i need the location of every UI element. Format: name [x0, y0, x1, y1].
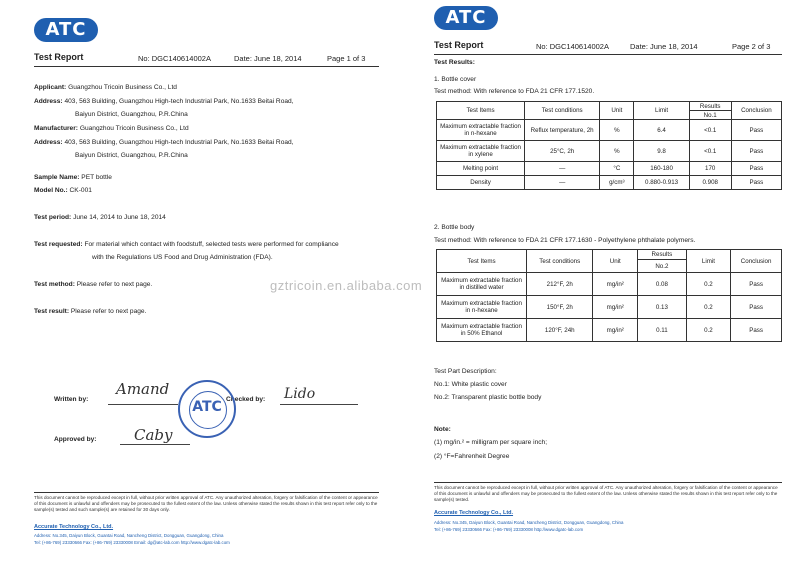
- table1-header-cell: Conclusion: [731, 102, 781, 120]
- table-cell: %: [600, 120, 634, 141]
- footer-disclaimer: This document cannot be reproduced except in full, without prior written approval of ATC. Any unauthorized alteration, forgery or falsification of the content or appearance of this document is unlawful and offenders may be prosecuted to the fullest extent of the law. Unless otherwise stated the results shown in this test report refer only to the sample(s) tested and such sample(s) are retained for 30 days only.: [34, 495, 378, 512]
- table-cell: Pass: [731, 120, 781, 141]
- report-page-2: [418, 0, 798, 563]
- table-cell: 0.13: [638, 296, 687, 319]
- atc-logo-2: ATC: [434, 6, 498, 30]
- table2-header-cell: Unit: [593, 250, 638, 273]
- section1-method: Test method: With reference to FDA 21 CFR 177.1520.: [434, 88, 595, 95]
- table-cell: 0.2: [686, 319, 731, 342]
- report-number-2: No: DGC140614002A: [536, 42, 609, 51]
- part-description-heading: Test Part Description:: [434, 368, 497, 375]
- table-row: [437, 273, 782, 296]
- table2-header-cell: Test Items: [437, 250, 527, 273]
- table-cell: %: [600, 141, 634, 162]
- table-cell: 120°F, 24h: [527, 319, 593, 342]
- footer-contact: Tel: (+86-769) 23330666 Fax: (+86-769) 23330008 Email: dg@atc-lab.com http://www.dgatc-lab.com: [34, 540, 230, 545]
- approved-by-signature: Caby: [134, 426, 173, 444]
- table1-header-cell: Unit: [600, 102, 634, 120]
- report-title: Test Report: [34, 52, 84, 62]
- report-date: Date: June 18, 2014: [234, 54, 302, 63]
- footer-divider-2: [434, 482, 782, 483]
- table-cell: 0.11: [638, 319, 687, 342]
- table-cell: Pass: [731, 296, 782, 319]
- report-title-2: Test Report: [434, 40, 484, 50]
- section2-method: Test method: With reference to FDA 21 CFR 177.1630 - Polyethylene phthalate polymers.: [434, 237, 696, 244]
- manufacturer-address-line2: Baiyun District, Guangzhou, P.R.China: [75, 152, 188, 159]
- table2-header-cell: Conclusion: [731, 250, 782, 273]
- table-bottle-cover: [436, 101, 782, 190]
- test-requested-row: Test requested: For material which contact with foodstuff, selected tests were performed for compliance: [34, 241, 339, 248]
- table-row: [437, 319, 782, 342]
- footer-address: Address: No.345, Daiyun Block, Guantai Road, Nancheng District, Dongguan, Guangdong, China: [34, 533, 224, 538]
- applicant-address-row: Address: 403, 563 Building, Guangzhou High-tech Industrial Park, No.1633 Beitai Road,: [34, 98, 294, 105]
- part-description-2: No.2: Transparent plastic bottle body: [434, 394, 542, 401]
- table-cell: 9.8: [634, 141, 689, 162]
- table2-header-cell: Results: [638, 250, 687, 260]
- table1-header-cell: Limit: [634, 102, 689, 120]
- applicant-row: Applicant: Guangzhou Tricoin Business Co., Ltd: [34, 84, 177, 91]
- table-cell: Reflux temperature, 2h: [525, 120, 600, 141]
- page-number-2: Page 2 of 3: [732, 42, 771, 51]
- table-cell: Density: [437, 176, 525, 190]
- footer-contact-2: Tel: (+86-769) 23330666 Fax: (+86-769) 23330008 http://www.dgatc-lab.com: [434, 527, 584, 532]
- test-period-row: Test period: June 14, 2014 to June 18, 2014: [34, 214, 166, 221]
- approved-by-line: [120, 444, 190, 445]
- sample-name-row: Sample Name: PET bottle: [34, 174, 112, 181]
- table-cell: mg/in²: [593, 296, 638, 319]
- approved-by-label: Approved by:: [54, 436, 97, 443]
- table-cell: 0.08: [638, 273, 687, 296]
- table-cell: <0.1: [689, 120, 731, 141]
- applicant-address-line2: Baiyun District, Guangzhou, P.R.China: [75, 111, 188, 118]
- table-cell: —: [525, 162, 600, 176]
- table1-header-cell: Test conditions: [525, 102, 600, 120]
- table-cell: 170: [689, 162, 731, 176]
- part-description-1: No.1: White plastic cover: [434, 381, 507, 388]
- table-cell: mg/in²: [593, 319, 638, 342]
- footer-company: Accurate Technology Co., Ltd.: [34, 524, 114, 530]
- table-cell: Maximum extractable fraction in distilled water: [437, 273, 527, 296]
- table-cell: Maximum extractable fraction in 50% Ethanol: [437, 319, 527, 342]
- table-cell: 212°F, 2h: [527, 273, 593, 296]
- table-cell: 160-180: [634, 162, 689, 176]
- section1-title: 1. Bottle cover: [434, 76, 477, 83]
- checked-by-line: [280, 404, 358, 405]
- written-by-signature: Amand: [116, 380, 170, 398]
- table-cell: Pass: [731, 273, 782, 296]
- table2-header-cell: Limit: [686, 250, 731, 273]
- checked-by-signature: Lido: [284, 386, 316, 402]
- test-result-row: Test result: Please refer to next page.: [34, 308, 147, 315]
- written-by-line: [108, 404, 178, 405]
- table1-header-cell: No.1: [689, 111, 731, 120]
- atc-logo: ATC: [34, 18, 98, 42]
- note-heading: Note:: [434, 426, 451, 433]
- company-seal-stamp: [178, 380, 236, 438]
- header-divider: [34, 66, 379, 67]
- table2-header-cell: No.2: [638, 260, 687, 273]
- table-cell: 150°F, 2h: [527, 296, 593, 319]
- table-cell: g/cm³: [600, 176, 634, 190]
- manufacturer-row: Manufacturer: Guangzhou Tricoin Business Co., Ltd: [34, 125, 189, 132]
- note-1: (1) mg/in.² = milligram per square inch;: [434, 439, 548, 446]
- test-requested-line2: with the Regulations US Food and Drug Administration (FDA).: [92, 254, 273, 261]
- test-results-heading: Test Results:: [434, 59, 475, 66]
- table-row: [437, 296, 782, 319]
- table-cell: mg/in²: [593, 273, 638, 296]
- footer-disclaimer-2: This document cannot be reproduced except in full, without prior written approval of ATC. Any unauthorized alteration, forgery or falsification of the content or appearance of this document is unlawful and offenders may be prosecuted to the fullest extent of the law. Unless otherwise stated the results shown in this test report refer only to the sample(s) tested.: [434, 485, 778, 502]
- table-cell: °C: [600, 162, 634, 176]
- table-cell: Melting point: [437, 162, 525, 176]
- footer-company-2: Accurate Technology Co., Ltd.: [434, 510, 514, 516]
- seal-text: ATC: [192, 399, 222, 415]
- table-cell: 6.4: [634, 120, 689, 141]
- test-method-row: Test method: Please refer to next page.: [34, 281, 153, 288]
- table-row: [437, 176, 782, 190]
- table-row: [437, 120, 782, 141]
- table-cell: 0.2: [686, 296, 731, 319]
- footer-address-2: Address: No.345, Daiyun Block, Guantai Road, Nancheng District, Dongguan, Guangdong, China: [434, 520, 624, 525]
- header-divider-2: [434, 54, 782, 55]
- table-cell: Maximum extractable fraction in n-hexane: [437, 120, 525, 141]
- table-cell: <0.1: [689, 141, 731, 162]
- table-cell: Pass: [731, 162, 781, 176]
- table-cell: 0.2: [686, 273, 731, 296]
- table2-header-cell: Test conditions: [527, 250, 593, 273]
- table1-header-row: [437, 102, 782, 111]
- table1-header-cell: Test Items: [437, 102, 525, 120]
- table1-header-cell: Results: [689, 102, 731, 111]
- table-cell: 0.908: [689, 176, 731, 190]
- section2-title: 2. Bottle body: [434, 224, 475, 231]
- report-date-2: Date: June 18, 2014: [630, 42, 698, 51]
- table-bottle-body: [436, 249, 782, 342]
- table-cell: Pass: [731, 319, 782, 342]
- table-cell: —: [525, 176, 600, 190]
- footer-divider: [34, 492, 379, 493]
- table-cell: Maximum extractable fraction in n-hexane: [437, 296, 527, 319]
- checked-by-label: Checked by:: [226, 396, 266, 403]
- report-number: No: DGC14061400​2A: [138, 54, 211, 63]
- page-number: Page 1 of 3: [327, 54, 366, 63]
- watermark-text: gztricoin.en.alibaba.com: [270, 278, 423, 293]
- table-cell: 25°C, 2h: [525, 141, 600, 162]
- written-by-label: Written by:: [54, 396, 89, 403]
- model-number-row: Model No.: CK-001: [34, 187, 92, 194]
- table-row: [437, 141, 782, 162]
- table-row: [437, 162, 782, 176]
- manufacturer-address-row: Address: 403, 563 Building, Guangzhou High-tech Industrial Park, No.1633 Beitai Road,: [34, 139, 294, 146]
- table-cell: Maximum extractable fraction in xylene: [437, 141, 525, 162]
- table-cell: 0.880-0.913: [634, 176, 689, 190]
- note-2: (2) °F=Fahrenheit Degree: [434, 453, 510, 460]
- table2-header-row: [437, 250, 782, 260]
- table-cell: Pass: [731, 176, 781, 190]
- table-cell: Pass: [731, 141, 781, 162]
